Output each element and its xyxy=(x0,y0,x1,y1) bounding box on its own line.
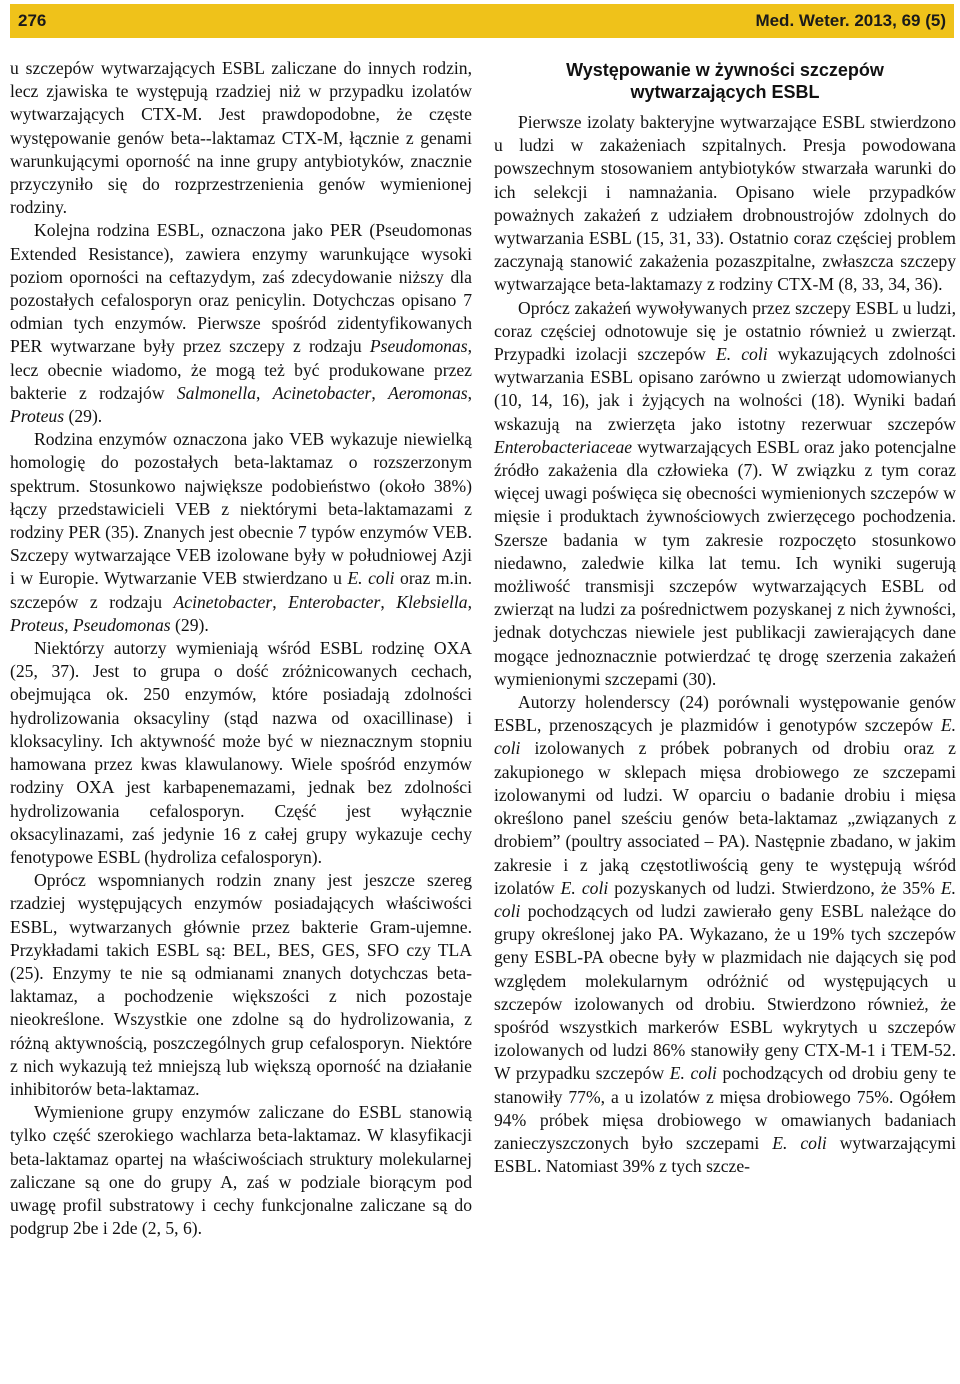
right-paragraph-2: Oprócz zakażeń wywoływanych przez szczepy ESBL u ludzi, coraz częściej odnotowuje się je ostatnio również u zwierząt. Przypadki izolacji szczepów E. coli wykazujących zdolności wytwarzania ESBL opisano zarówno u zwierząt udomowianych (10, 14, 16), jak i żyjących na wolności (18). Wyniki badań wskazują na zwierzęta jako istotny rezerwuar szczepów Enterobacteriaceae wytwarzających ESBL oraz jako potencjalne źródło zakażenia dla człowieka (7). W związku z tym coraz więcej uwagi poświęca się obecności wymienionych szczepów w mięsie i produktach żywnościowych zwierzęcego pochodzenia. Szersze badania w tym zakresie rozpoczęto stosunkowo niedawno, zaledwie kilka lat temu. Ich wyniki sugerują możliwość transmisji szczepów wytwarzających ESBL od zwierząt na ludzi za pośrednictwem pozyskanej z nich żywności, jednak dotychczas niewiele jest publikacji zawierających dane mogące jednoznacznie potwierdzać tę drogę szerzenia zakażeń wymienionymi szczepami (30). xyxy=(494,297,956,689)
left-paragraph-2: Kolejna rodzina ESBL, oznaczona jako PER (Pseudomonas Extended Resistance), zawiera enzymy warunkujące wysoki poziom oporności na ceftazydym, zaś zdecydowanie niższy dla pozostałych cefalosporyn oraz penicylin. Dotychczas opisano 7 odmian tych enzymów. Pierwsze spośród zidentyfikowanych PER wytwarzane były przez szczepy z rodzaju Pseudomonas, lecz obecnie wiadomo, że mogą też być produkowane przez bakterie z rodzajów Salmonella, Acinetobacter, Aeromonas, Proteus (29). xyxy=(10,220,473,427)
left-paragraph-5: Oprócz wspomnianych rodzin znany jest jeszcze szereg rzadziej występujących enzymów posiadających właściwości ESBL, wytwarzanych głównie przez bakterie Gram-ujemne. Przykładami takich ESBL są: BEL, BES, GES, SFO czy TLA (25). Enzymy te nie są odmianami znanych dotychczas beta-laktamaz, a pochodzenie większości z nich pozostaje nieokreślone. Wszystkie one zdolne są do hydrolizowania, z różną aktywnością, poszczególnych grup cefalosporyn. Niektóre z nich wykazują też mniejszą lub większą oporność na działanie inhibitorów beta-laktamaz. xyxy=(10,870,472,1099)
left-paragraph-4: Niektórzy autorzy wymieniają wśród ESBL rodzinę OXA (25, 37). Jest to grupa o dość zróżnicowanych cechach, obejmująca ok. 250 enzymów, które posiadają zdolności hydrolizowania oksacyliny (stąd nazwa od oxacillinase) i kloksacyliny. Ich aktywność może być w nieznacznym stopniu hamowana przez kwas klawulanowy. Wiele spośród enzymów rodziny OXA jest karbapenemazami, jednak bez zdolności hydrolizowania cefalosporyn. Część jest wyłącznie oksacylinazami, zaś jedynie 16 z całej grupy wykazuje cechy fenotypowe ESBL (hydroliza cefalosporyn). xyxy=(10,638,472,867)
page-header xyxy=(10,4,954,38)
page-number: 276 xyxy=(18,11,47,30)
section-title: Występowanie w żywności szczepów wytwarzających ESBL xyxy=(566,60,884,102)
left-paragraph-3: Rodzina enzymów oznaczona jako VEB wykazuje niewielką homologię do pozostałych beta-laktamaz o rozszerzonym spektrum. Stosunkowo największe podobieństwo (około 38%) łączy przedstawicieli VEB z niektórymi beta-laktamazami z rodziny PER (35). Znanych jest obecnie 7 typów enzymów VEB. Szczepy wytwarzające VEB izolowane były w południowej Azji i w Europie. Wytwarzanie VEB stwierdzano u E. coli oraz m.in. szczepów z rodzaju Acinetobacter, Enterobacter, Klebsiella, Proteus, Pseudomonas (29). xyxy=(10,429,472,635)
right-column xyxy=(494,57,956,1178)
journal-citation: Med. Weter. 2013, 69 (5) xyxy=(755,11,946,30)
left-column xyxy=(10,57,472,1240)
right-paragraph-3: Autorzy holenderscy (24) porównali występowanie genów ESBL, przenoszących je plazmidów i genotypów szczepów E. coli izolowanych z próbek pobranych od drobiu oraz z zakupionego w sklepach mięsa drobiowego ze szczepami izolowanymi od ludzi. W oparciu o badanie drobiu i mięsa określono panel sześciu genów beta-laktamaz „związanych z drobiem” (poultry associated – PA). Następnie zbadano, w jakim zakresie i z jaką częstotliwością geny te występują wśród izolatów E. coli pozyskanych od ludzi. Stwierdzono, że 35% E. coli pochodzących od ludzi zawierało geny ESBL należące do grupy określonej jako PA. Wykazano, że u 19% tych szczepów geny ESBL-PA obecne były w plazmidach nie dających się pod względem molekularnym odróżnić od występujących u szczepów izolowanych od drobiu. Stwierdzono również, że spośród wszystkich markerów ESBL wykrytych u szczepów izolowanych od ludzi 86% stanowiły geny CTX-M-1 i TEM-52. W przypadku szczepów E. coli pochodzących od drobiu geny te stanowiły 77%, a u izolatów z mięsa drobiowego 75%. Ogółem 94% próbek mięsa drobiowego w omawianych badaniach zanieczyszczonych było szczepami E. coli wytwarzającymi ESBL. Natomiast 39% z tych szcze- xyxy=(494,692,956,1177)
left-paragraph-6: Wymienione grupy enzymów zaliczane do ESBL stanowią tylko część szerokiego wachlarza beta-laktamaz. W klasyfikacji beta-laktamaz opartej na właściwościach struktury molekularnej zaliczane są one do grupy A, zaś w podziale biorącym pod uwagę profil substratowy i cechy funkcjonalne zaliczane są do podgrup 2be i 2de (2, 5, 6). xyxy=(10,1102,472,1239)
right-paragraph-1: Pierwsze izolaty bakteryjne wytwarzające ESBL stwierdzono u ludzi w zakażeniach szpitalnych. Presja powodowana powszechnym stosowaniem antybiotyków stwarzała warunki do ich selekcji i namnażania. Opisano wiele przypadków poważnych zakażeń z udziałem drobnoustrojów zdolnych do wytwarzania ESBL (15, 31, 33). Ostatnio coraz częściej problem zaczynają stanowić zakażenia pozaszpitalne, zwłaszcza szczepy wytwarzające beta-laktamazy z rodziny CTX-M (8, 33, 34, 36). xyxy=(494,112,956,295)
left-paragraph-1: u szczepów wytwarzających ESBL zaliczane do innych rodzin, lecz zjawiska te występują rzadziej niż w przypadku izolatów wytwarzających CTX-M. Jest prawdopodobne, że częste występowanie genów beta--laktamaz CTX-M, łącznie z genami warunkującymi oporność na inne grupy antybiotyków, znacznie przyczyniło się do rozprzestrzenienia genów wymienionej rodziny. xyxy=(10,58,472,218)
